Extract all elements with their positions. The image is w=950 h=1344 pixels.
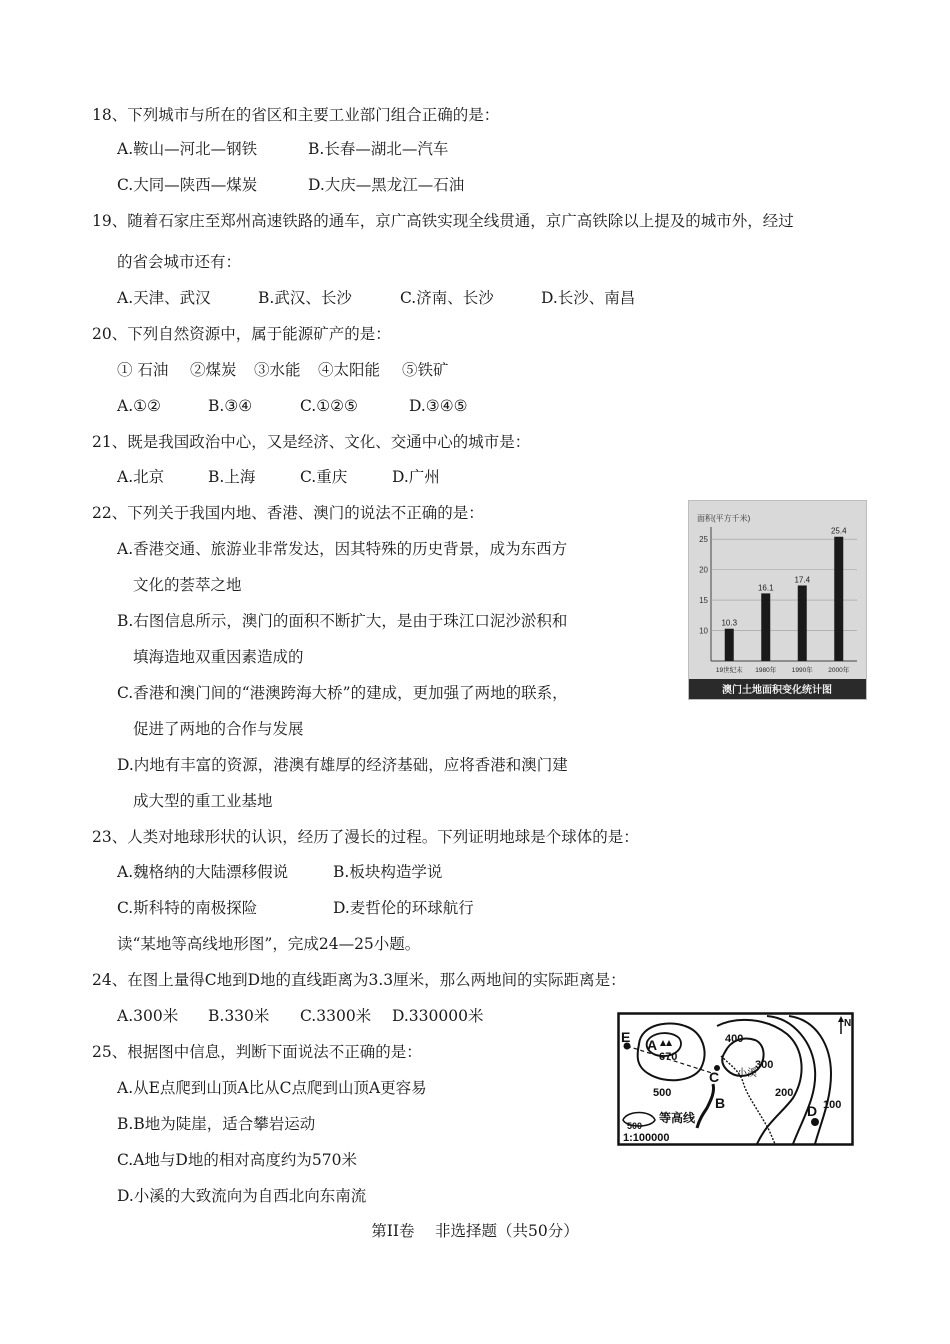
q22-option-a-cont: 文化的荟萃之地 [133, 576, 242, 594]
q20-option-b[interactable]: B.③④ [208, 397, 253, 415]
q24-option-c[interactable]: C.3300米 [300, 1007, 372, 1025]
q18-option-c[interactable]: C.大同—陕西—煤炭 [117, 176, 258, 194]
elev-400: 400 [725, 1033, 744, 1045]
q22-option-d[interactable]: D.内地有丰富的资源，港澳有雄厚的经济基础，应将香港和澳门建 [117, 756, 568, 774]
chart-value-label: 16.1 [757, 583, 774, 593]
contour-map [617, 1012, 854, 1146]
label-c: C [709, 1069, 720, 1085]
chart-title: 澳门土地面积变化统计图 [722, 685, 832, 696]
elev-100: 100 [823, 1099, 842, 1111]
q19-option-c[interactable]: C.济南、长沙 [400, 289, 494, 307]
bar-chart-svg [689, 501, 866, 699]
q22-option-a[interactable]: A.香港交通、旅游业非常发达，因其特殊的历史背景，成为东西方 [117, 540, 568, 558]
stream-label: 小溪 [737, 1068, 757, 1079]
label-a: A [647, 1037, 658, 1053]
q25-stem: 25、根据图中信息，判断下面说法不正确的是： [92, 1043, 422, 1061]
point-d-dot [811, 1118, 819, 1126]
elev-200: 200 [775, 1087, 794, 1099]
q24-option-b[interactable]: B.330米 [208, 1007, 270, 1025]
q22-stem: 22、下列关于我国内地、香港、澳门的说法不正确的是： [92, 504, 484, 522]
section-footer: 第II卷 非选择题（共50分） [371, 1222, 579, 1240]
chart-category-label: 19世纪末 [715, 667, 743, 674]
q19-stem-line1: 19、随着石家庄至郑州高速铁路的通车，京广高铁实现全线贯通，京广高铁除以上提及的城市外，经过 [92, 212, 794, 230]
q18-stem: 18、下列城市与所在的省区和主要工业部门组合正确的是： [92, 106, 500, 124]
q24-option-d[interactable]: D.330000米 [392, 1007, 484, 1025]
q20-option-a[interactable]: A.①② [117, 397, 161, 415]
q23-option-b[interactable]: B.板块构造学说 [333, 863, 443, 881]
q23-option-a[interactable]: A.魏格纳的大陆漂移假说 [117, 863, 289, 881]
q21-stem: 21、既是我国政治中心，又是经济、文化、交通中心的城市是： [92, 433, 531, 451]
q18-option-d[interactable]: D.大庆—黑龙江—石油 [308, 176, 465, 194]
label-b: B [715, 1095, 726, 1111]
elev-670: 670 [659, 1051, 678, 1063]
label-e: E [621, 1029, 631, 1045]
chart-value-labels [721, 527, 847, 628]
q19-option-b[interactable]: B.武汉、长沙 [258, 289, 352, 307]
q20-stem: 20、下列自然资源中，属于能源矿产的是： [92, 325, 391, 343]
q25-option-d[interactable]: D.小溪的大致流向为自西北向东南流 [117, 1187, 367, 1205]
q20-item-1: ① 石油 [117, 361, 169, 379]
q22-option-c[interactable]: C.香港和澳门间的“港澳跨海大桥”的建成，更加强了两地的联系， [117, 684, 568, 702]
q19-option-a[interactable]: A.天津、武汉 [117, 289, 211, 307]
q20-item-2: ②煤炭 [190, 361, 237, 379]
q22-option-c-cont: 促进了两地的合作与发展 [133, 720, 304, 738]
q18-option-a[interactable]: A.鞍山—河北—钢铁 [117, 140, 258, 158]
q23-stem: 23、人类对地球形状的认识，经历了漫长的过程。下列证明地球是个球体的是： [92, 828, 639, 846]
q22-option-b-cont: 填海造地双重因素造成的 [133, 648, 304, 666]
chart-value-label: 10.3 [721, 618, 738, 628]
macau-land-area-chart [688, 500, 867, 700]
q20-item-3: ③水能 [254, 361, 301, 379]
q18-option-b[interactable]: B.长春—湖北—汽车 [308, 140, 449, 158]
q20-option-c[interactable]: C.①②⑤ [300, 397, 358, 415]
q23-option-d[interactable]: D.麦哲伦的环球航行 [333, 899, 474, 917]
legend-value: 500 [627, 1121, 643, 1131]
chart-bar [834, 537, 843, 661]
q20-option-d[interactable]: D.③④⑤ [409, 397, 468, 415]
elev-500: 500 [653, 1087, 672, 1099]
q24-option-a[interactable]: A.300米 [117, 1007, 179, 1025]
chart-y-tick-label: 15 [699, 596, 708, 606]
chart-bar [798, 585, 807, 661]
chart-category-label: 1990年 [791, 667, 813, 674]
q20-item-4: ④太阳能 [318, 361, 381, 379]
chart-category-labels [716, 665, 850, 674]
chart-y-tick-label: 10 [699, 626, 708, 636]
label-d: D [807, 1103, 818, 1119]
chart-y-tick-label: 20 [699, 565, 708, 575]
q25-option-b[interactable]: B.B地为陡崖，适合攀岩运动 [117, 1115, 316, 1133]
q25-option-c[interactable]: C.A地与D地的相对高度约为570米 [117, 1151, 357, 1169]
map-scale: 1:100000 [623, 1132, 670, 1144]
chart-bar [761, 593, 770, 661]
q21-option-a[interactable]: A.北京 [117, 468, 165, 486]
q22-option-d-cont: 成大型的重工业基地 [133, 792, 273, 810]
north-label: N [844, 1018, 852, 1029]
elev-300: 300 [755, 1059, 774, 1071]
q22-option-b[interactable]: B.右图信息所示，澳门的面积不断扩大，是由于珠江口泥沙淤积和 [117, 612, 568, 630]
q21-option-d[interactable]: D.广州 [392, 468, 440, 486]
chart-y-tick-label: 25 [699, 535, 708, 545]
chart-bar [725, 629, 734, 661]
q23-option-c[interactable]: C.斯科特的南极探险 [117, 899, 258, 917]
chart-category-label: 2000年 [828, 667, 850, 674]
q20-item-5: ⑤铁矿 [402, 361, 449, 379]
read-intro: 读“某地等高线地形图”，完成24—25小题。 [117, 935, 421, 953]
q24-stem: 24、在图上量得C地到D地的直线距离为3.3厘米，那么两地间的实际距离是： [92, 971, 626, 989]
contour-map-svg [617, 1012, 854, 1146]
chart-value-label: 17.4 [794, 575, 811, 585]
q21-option-b[interactable]: B.上海 [208, 468, 256, 486]
q19-stem-line2: 的省会城市还有： [117, 253, 242, 271]
chart-value-label: 25.4 [830, 526, 847, 536]
chart-bars [725, 537, 844, 661]
q25-option-a[interactable]: A.从E点爬到山顶A比从C点爬到山顶A更容易 [117, 1079, 427, 1097]
q19-option-d[interactable]: D.长沙、南昌 [541, 289, 636, 307]
chart-category-label: 1980年 [755, 667, 777, 674]
legend-label: 等高线 [659, 1111, 696, 1125]
q21-option-c[interactable]: C.重庆 [300, 468, 348, 486]
chart-ylabel: 面积(平方千米) [697, 514, 751, 523]
